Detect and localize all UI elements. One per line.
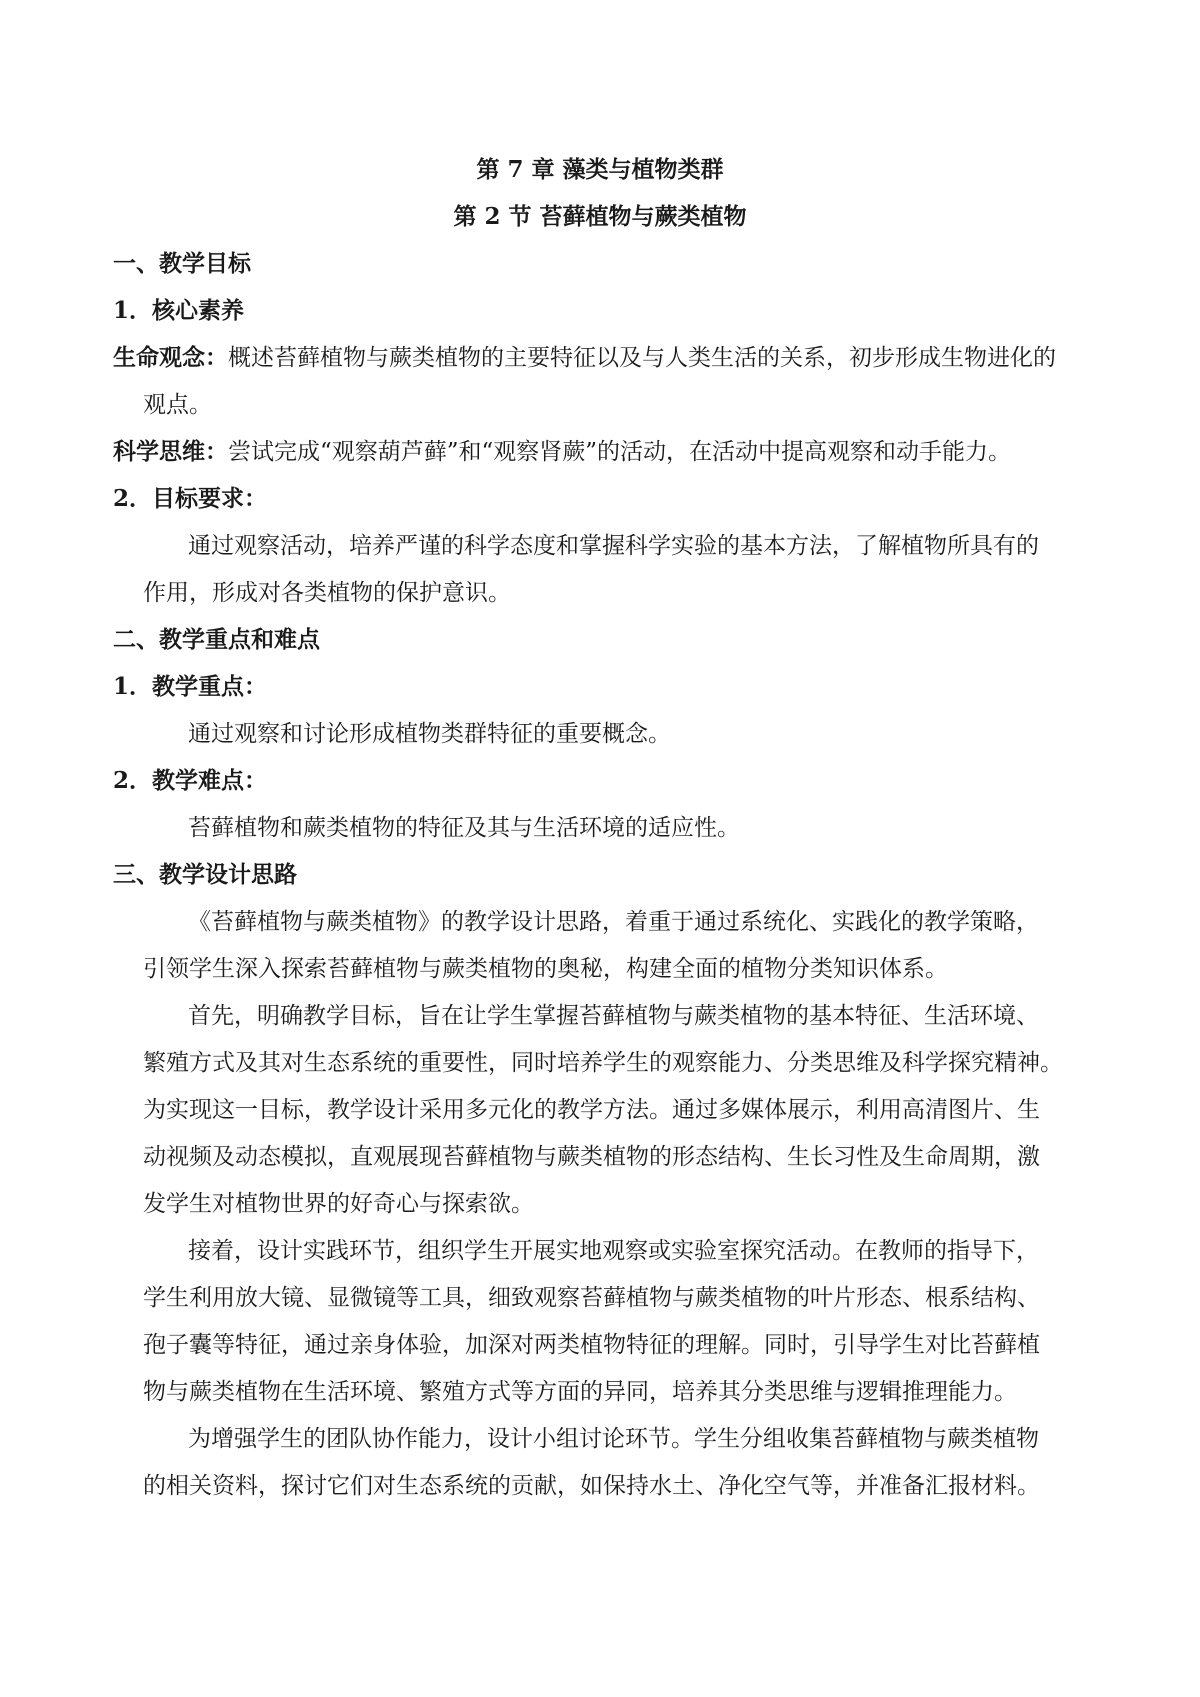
section-title: 第 2 节 苔藓植物与蕨类植物 <box>453 203 747 230</box>
paragraph-line: 引领学生深入探索苔藓植物与蕨类植物的奥秘，构建全面的植物分类知识体系。 <box>143 956 948 982</box>
goal-line-2: 作用，形成对各类植物的保护意识。 <box>143 580 511 606</box>
subheading-core-literacy: 1．核心素养 <box>113 297 245 324</box>
paragraph-line: 孢子囊等特征，通过亲身体验，加深对两类植物特征的理解。同时，引导学生对比苔藓植 <box>143 1332 1040 1358</box>
life-concept-text: 概述苔藓植物与蕨类植物的主要特征以及与人类生活的关系，初步形成生物进化的 <box>228 345 1056 371</box>
paragraph-line: 首先，明确教学目标，旨在让学生掌握苔藓植物与蕨类植物的基本特征、生活环境、 <box>188 1003 1039 1029</box>
paragraph-line: 动视频及动态模拟，直观展现苔藓植物与蕨类植物的形态结构、生长习性及生命周期，激 <box>143 1144 1040 1170</box>
goal-line-1: 通过观察活动，培养严谨的科学态度和掌握科学实验的基本方法，了解植物所具有的 <box>188 533 1039 559</box>
paragraph-line: 繁殖方式及其对生态系统的重要性，同时培养学生的观察能力、分类思维及科学探究精神。 <box>143 1050 1063 1076</box>
paragraph-line: 学生利用放大镜、显微镜等工具，细致观察苔藓植物与蕨类植物的叶片形态、根系结构、 <box>143 1285 1040 1311</box>
sci-thinking-paragraph <box>113 436 1011 468</box>
life-concept-paragraph <box>113 342 1056 374</box>
life-concept-label: 生命观念： <box>113 344 228 371</box>
paragraph-line: 为实现这一目标，教学设计采用多元化的教学方法。通过多媒体展示，利用高清图片、生 <box>143 1097 1040 1123</box>
key-point-text: 通过观察和讨论形成植物类群特征的重要概念。 <box>188 721 671 747</box>
life-concept-continuation: 观点。 <box>143 392 212 418</box>
difficulty-text: 苔藓植物和蕨类植物的特征及其与生活环境的适应性。 <box>188 815 740 841</box>
subheading-key-point: 1．教学重点： <box>113 673 268 700</box>
sci-thinking-label: 科学思维： <box>113 438 228 465</box>
paragraph-line: 物与蕨类植物在生活环境、繁殖方式等方面的异同，培养其分类思维与逻辑推理能力。 <box>143 1379 1017 1405</box>
subheading-difficulty: 2．教学难点： <box>113 767 268 794</box>
paragraph-line: 的相关资料，探讨它们对生态系统的贡献，如保持水土、净化空气等，并准备汇报材料。 <box>143 1473 1040 1499</box>
paragraph-line: 发学生对植物世界的好奇心与探索欲。 <box>143 1191 534 1217</box>
chapter-title: 第 7 章 藻类与植物类群 <box>476 156 724 183</box>
paragraph-line: 为增强学生的团队协作能力，设计小组讨论环节。学生分组收集苔藓植物与蕨类植物 <box>188 1426 1039 1452</box>
heading-teaching-objectives: 一、教学目标 <box>113 250 251 277</box>
heading-key-difficult-points: 二、教学重点和难点 <box>113 626 320 653</box>
paragraph-line: 接着，设计实践环节，组织学生开展实地观察或实验室探究活动。在教师的指导下， <box>188 1238 1039 1264</box>
paragraph-line: 《苔藓植物与蕨类植物》的教学设计思路，着重于通过系统化、实践化的教学策略， <box>188 909 1039 935</box>
subheading-goal-requirements: 2．目标要求： <box>113 485 268 512</box>
heading-design-ideas: 三、教学设计思路 <box>113 861 297 888</box>
sci-thinking-text: 尝试完成“观察葫芦藓”和“观察肾蕨”的活动，在活动中提高观察和动手能力。 <box>228 439 1012 465</box>
